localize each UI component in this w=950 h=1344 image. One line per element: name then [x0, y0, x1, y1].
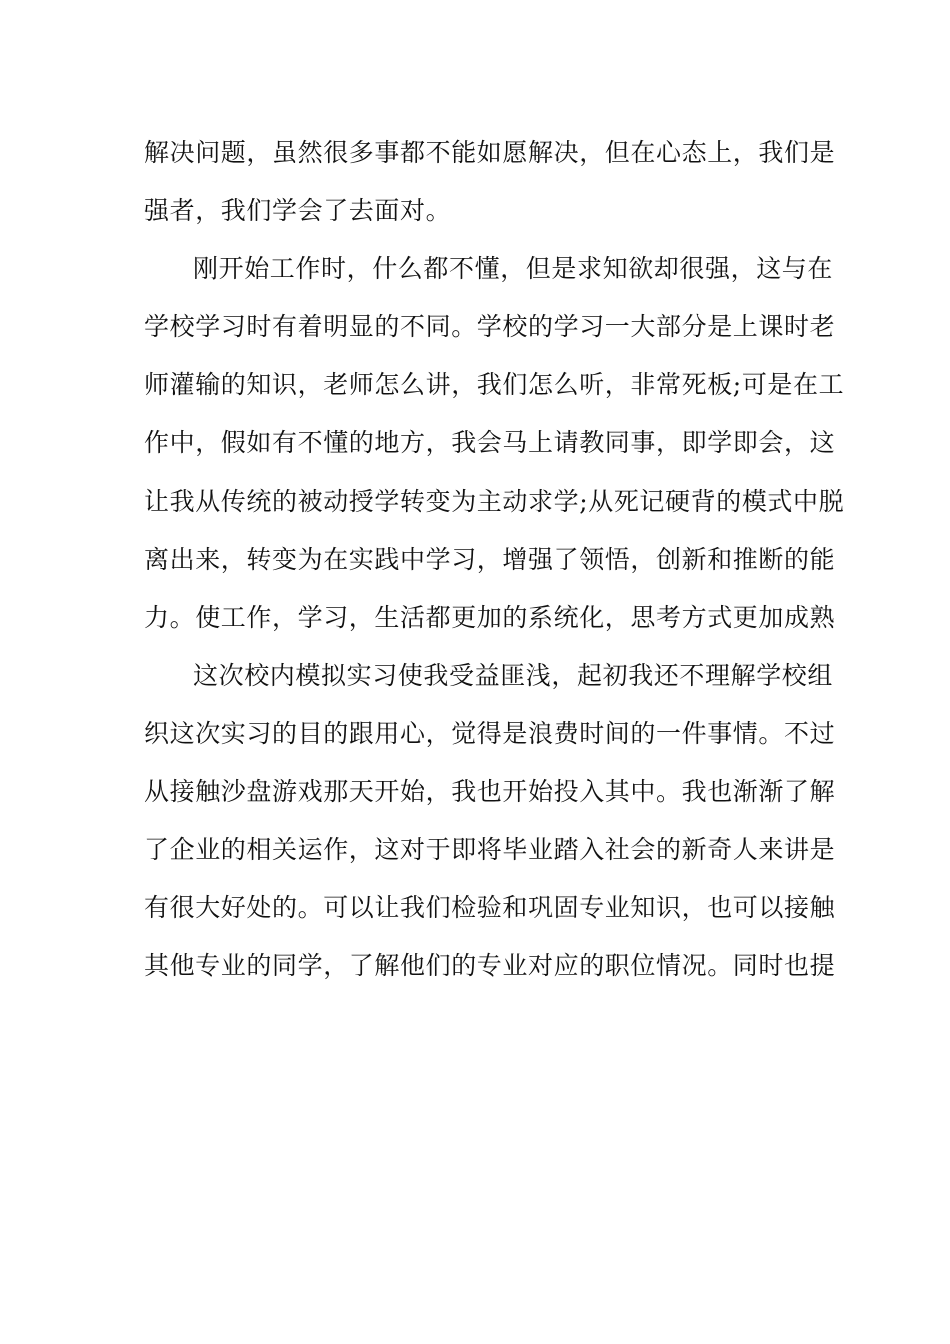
document-body — [144, 129, 845, 1000]
text-line: 离出来，转变为在实践中学习，增强了领悟，创新和推断的能 — [144, 544, 836, 574]
text-line: 其他专业的同学，了解他们的专业对应的职位情况。同时也提 — [144, 951, 836, 981]
text-line: 了企业的相关运作，这对于即将毕业踏入社会的新奇人来讲是 — [144, 835, 836, 865]
text-line: 力。使工作，学习，生活都更加的系统化，思考方式更加成熟 — [144, 602, 836, 632]
text-line: 从接触沙盘游戏那天开始，我也开始投入其中。我也渐渐了解 — [144, 777, 836, 807]
paragraph-first-line: 这次校内模拟实习使我受益匪浅，起初我还不理解学校组 — [193, 660, 834, 690]
text-line: 有很大好处的。可以让我们检验和巩固专业知识，也可以接触 — [144, 893, 836, 923]
text-line: 织这次实习的目的跟用心，觉得是浪费时间的一件事情。不过 — [144, 718, 836, 748]
text-line: 强者，我们学会了去面对。 — [144, 196, 452, 226]
text-line: 师灌输的知识，老师怎么讲，我们怎么听，非常死板;可是在工 — [144, 370, 845, 400]
text-line: 学校学习时有着明显的不同。学校的学习一大部分是上课时老 — [144, 312, 836, 342]
text-line: 让我从传统的被动授学转变为主动求学;从死记硬背的模式中脱 — [144, 486, 845, 516]
paragraph-first-line: 刚开始工作时，什么都不懂，但是求知欲却很强，这与在 — [193, 254, 834, 284]
text-line: 解决问题，虽然很多事都不能如愿解决，但在心态上，我们是 — [144, 138, 836, 167]
text-line: 作中，假如有不懂的地方，我会马上请教同事，即学即会，这 — [144, 428, 836, 458]
